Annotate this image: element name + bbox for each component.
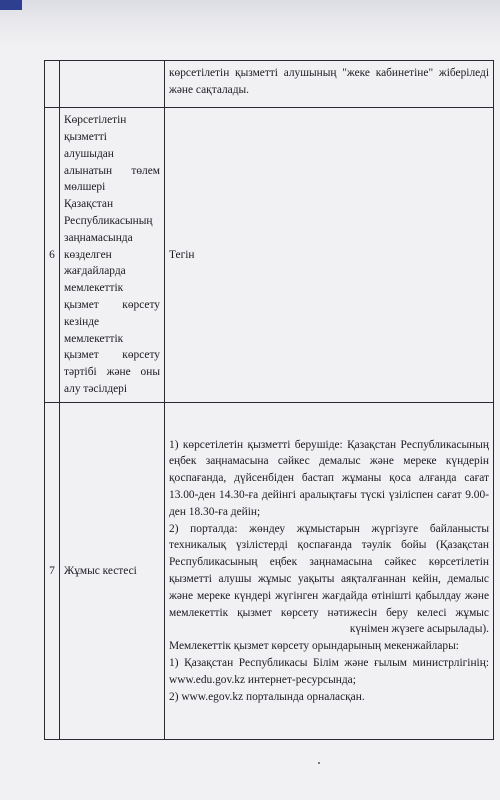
row-number: 6	[49, 248, 55, 261]
table-row	[45, 61, 494, 108]
table-row	[45, 403, 494, 740]
service-standard-table	[44, 60, 494, 740]
schedule-paragraph: 1) Қазақстан Республикасы Білім және ғылым министрлігінің: www.edu.gov.kz интернет-ресурсында;	[169, 656, 489, 686]
row-name-line: қызмет көрсету	[64, 298, 160, 311]
row-name-line: жағдайларда	[64, 265, 126, 278]
scan-top-edge	[0, 0, 500, 46]
row-number-cell	[45, 403, 60, 740]
row-name: Жұмыс кестесі	[64, 564, 137, 577]
schedule-paragraph: 2) www.egov.kz порталында орналасқан.	[169, 690, 365, 703]
row-name-line: тәртібі және оны	[64, 366, 160, 379]
row-name-line: қызмет көрсету	[64, 349, 160, 362]
row-name-cell	[60, 108, 165, 403]
row-name-line: заңнамасында	[64, 231, 133, 244]
table-row	[45, 108, 494, 403]
row-name-line: Республикасының	[64, 215, 153, 227]
row-value-cell	[165, 61, 494, 108]
row-value: Тегін	[169, 248, 195, 261]
row-name-line: Қазақстан	[64, 198, 114, 211]
row-name-line: кезінде	[64, 315, 100, 328]
row-number: 7	[49, 564, 55, 577]
row-value-cell	[165, 108, 494, 403]
row-name-line: мемлекеттік	[64, 282, 124, 295]
row-name-line: алу тәсілдері	[64, 382, 128, 395]
row-value-cell	[165, 403, 494, 740]
scan-speck	[318, 762, 320, 764]
top-row-value: көрсетілетін қызметті алушының "жеке кабинетіне" жіберіледі және сақталады.	[169, 67, 489, 96]
schedule-paragraph: 2) порталда: жөндеу жұмыстарын жүргізуге байланысты техникалық үзілістерді қоспағанда тәулік бойы (Қазақстан Республикасының еңбек заңнамасына сәйкес көрсетілетін қызметті алушы жұмыс уақыты аяқталғаннан кейін, демалыс және мереке күндері жүгінген жағдайда өтінішті қабылдау және мемлекеттік қызмет көрсету нәтижесін беру келесі жұмыс күнімен жүзеге асырылады).	[169, 522, 489, 636]
row-name-line: мөлшері	[64, 181, 106, 194]
row-name-line: қызметті	[64, 131, 107, 144]
row-name-line: алынатын төлем	[64, 164, 160, 177]
corner-mark	[0, 0, 22, 10]
schedule-paragraph: Мемлекеттік қызмет көрсету орындарының мекенжайлары:	[169, 640, 459, 653]
row-name-line: мемлекеттік	[64, 332, 124, 345]
row-name-cell	[60, 61, 165, 108]
row-name-cell	[60, 403, 165, 740]
row-name-line: алушыдан	[64, 147, 114, 160]
row-name-line: Көрсетілетін	[64, 114, 127, 127]
row-number-cell	[45, 61, 60, 108]
row-name-line: көзделген	[64, 248, 112, 261]
row-number-cell	[45, 108, 60, 403]
schedule-paragraph: 1) көрсетілетін қызметті берушіде: Қазақстан Республикасының еңбек заңнамасына сәйкес демалыс және мереке күндерін қоспағанда, дүйсенбіден бастап жұманы қоса алғанда сағат 13.00-ден 14.30-ға дейінгі аралықтағы түскі үзіліспен сағат 9.00-ден 18.30-ға дейін;	[169, 438, 489, 518]
